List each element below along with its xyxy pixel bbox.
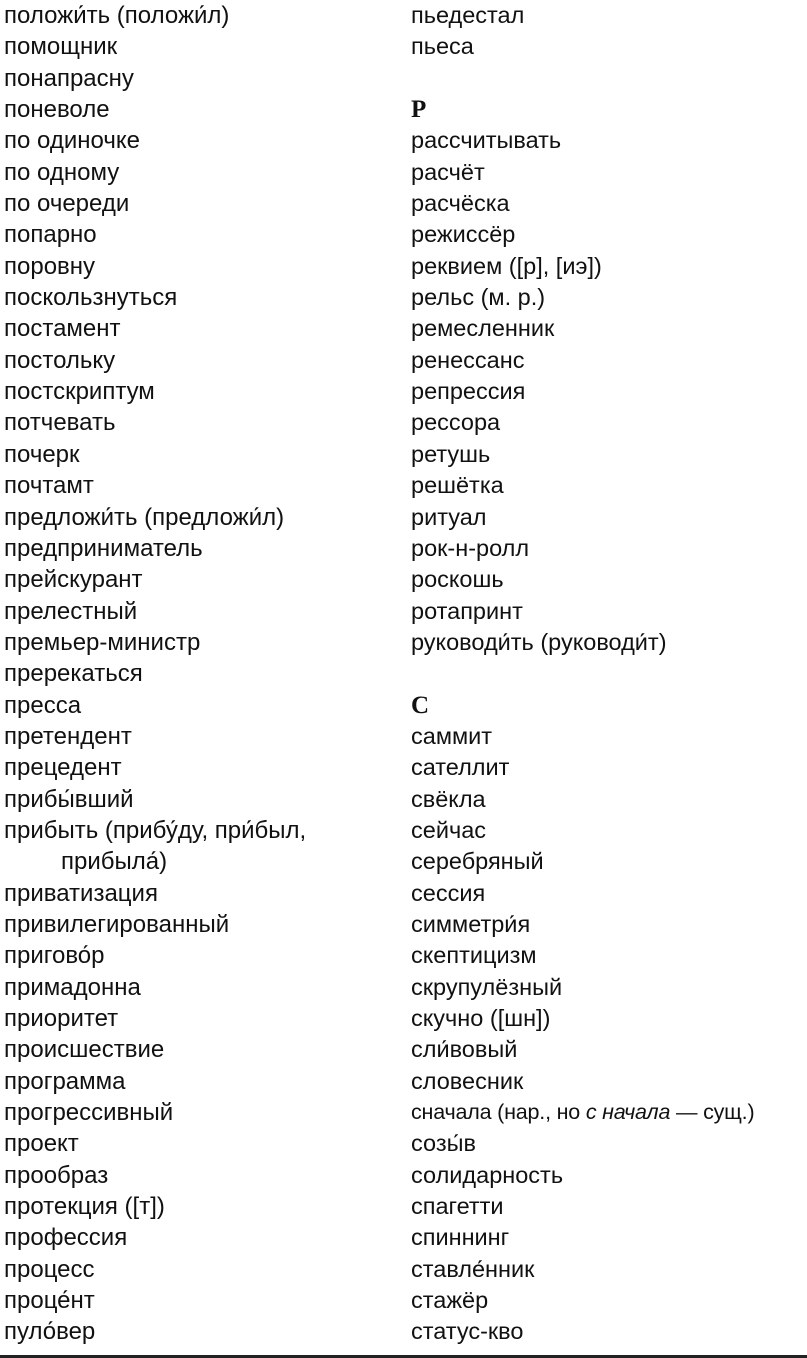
word-entry: поскользнуться: [4, 284, 178, 312]
word-entry: предприниматель: [4, 534, 203, 562]
word-entry: режиссёр: [411, 221, 516, 248]
word-entry: постольку: [4, 346, 116, 374]
word-entry: положи́ть (положи́л): [4, 2, 230, 29]
word-entry: проце́нт: [4, 1287, 95, 1315]
word-entry: сейчас: [411, 816, 487, 843]
word-entry: претендент: [4, 722, 132, 750]
word-entry: сессия: [411, 879, 486, 906]
word-entry: скептицизм: [411, 942, 537, 969]
word-entry: руководи́ть (руководи́т): [411, 628, 667, 655]
word-entry: рессора: [411, 409, 501, 436]
word-entry: пьедестал: [411, 2, 525, 28]
word-entry: сли́вовый: [411, 1036, 518, 1063]
section-gap: [411, 63, 807, 94]
word-entry: проект: [4, 1130, 79, 1158]
word-entry: профессия: [4, 1224, 128, 1252]
section-gap: [411, 658, 807, 689]
word-entry: пресса: [4, 691, 82, 719]
word-entry: рассчитывать: [411, 127, 562, 154]
word-entry: словесник: [411, 1067, 524, 1094]
word-entry: серебряный: [411, 848, 544, 875]
word-entry: расчёска: [411, 190, 510, 217]
word-entry: понапрасну: [4, 64, 134, 92]
word-entry: попарно: [4, 221, 97, 249]
word-entry: протекция ([т]): [4, 1193, 165, 1221]
word-entry: привилегированный: [4, 910, 230, 938]
word-entry: ремесленник: [411, 315, 555, 342]
word-entry: ритуал: [411, 503, 487, 530]
word-entry: предложи́ть (предложи́л): [4, 503, 285, 531]
word-entry: постамент: [4, 315, 121, 343]
word-entry: ретушь: [411, 440, 491, 467]
word-entry: прообраз: [4, 1161, 109, 1189]
word-entry: программа: [4, 1067, 126, 1095]
word-entry: почерк: [4, 440, 80, 468]
section-letter: Р: [411, 96, 427, 124]
word-entry: приватизация: [4, 879, 158, 907]
word-entry: решётка: [411, 472, 504, 499]
section-letter: С: [411, 691, 430, 719]
word-entry: прейскурант: [4, 566, 143, 594]
word-entry: скучно ([шн]): [411, 1005, 551, 1031]
word-entry: рок-н-ролл: [411, 534, 530, 561]
word-entry: поровну: [4, 252, 96, 280]
word-entry: прецедент: [4, 754, 122, 782]
word-entry: поневоле: [4, 96, 110, 124]
word-entry: прелестный: [4, 597, 138, 625]
word-entry: процесс: [4, 1255, 95, 1283]
entry-note-text: — сущ.): [670, 1100, 755, 1125]
word-entry: приоритет: [4, 1005, 119, 1032]
word-entry: происшествие: [4, 1036, 165, 1064]
word-entry: симметри́я: [411, 910, 531, 937]
word-entry: спагетти: [411, 1193, 504, 1220]
word-entry: саммит: [411, 722, 493, 749]
word-entry: пригово́р: [4, 942, 105, 970]
word-entry: расчёт: [411, 158, 485, 185]
word-entry: репрессия: [411, 378, 526, 405]
word-entry: потчевать: [4, 409, 116, 437]
word-entry: пререкаться: [4, 660, 143, 688]
word-entry: стажёр: [411, 1287, 489, 1314]
entry-italic-text: с начала: [585, 1100, 671, 1125]
word-entry: реквием ([р], [иэ]): [411, 252, 602, 279]
word-entry: премьер-министр: [4, 628, 201, 656]
word-entry: свёкла: [411, 785, 486, 812]
word-entry: рельс (м. р.): [411, 284, 546, 311]
word-entry: почтамт: [4, 472, 94, 500]
word-entry: спиннинг: [411, 1224, 510, 1251]
word-entry: прибыть (прибу́ду, при́был,: [4, 816, 307, 844]
left-column: [4, 0, 394, 1348]
entry-main-text: сначала (нар., но: [411, 1100, 586, 1125]
word-entry: постскриптум: [4, 378, 155, 406]
word-entry: пуло́вер: [4, 1318, 96, 1346]
word-entry: роскошь: [411, 566, 504, 593]
word-entry: ставле́нник: [411, 1255, 535, 1282]
word-entry: прогрессивный: [4, 1099, 174, 1127]
word-entry: солидарность: [411, 1161, 564, 1188]
word-entry: прибы́вший: [4, 785, 134, 813]
word-entry: созы́в: [411, 1130, 476, 1157]
word-entry: по одному: [4, 158, 120, 186]
word-entry: ротапринт: [411, 597, 523, 624]
word-entry: пьеса: [411, 33, 474, 60]
word-entry: по одиночке: [4, 127, 140, 155]
word-entry: прибыла́): [61, 848, 168, 876]
word-entry: сателлит: [411, 754, 510, 781]
word-entry: помощник: [4, 33, 118, 61]
word-entry: скрупулёзный: [411, 973, 563, 1000]
word-entry: примадонна: [4, 973, 141, 1001]
right-column: [411, 0, 807, 1348]
word-entry-with-note: [411, 1097, 807, 1128]
word-entry: статус-кво: [411, 1318, 524, 1345]
word-entry: ренессанс: [411, 346, 525, 373]
word-entry: по очереди: [4, 190, 130, 218]
